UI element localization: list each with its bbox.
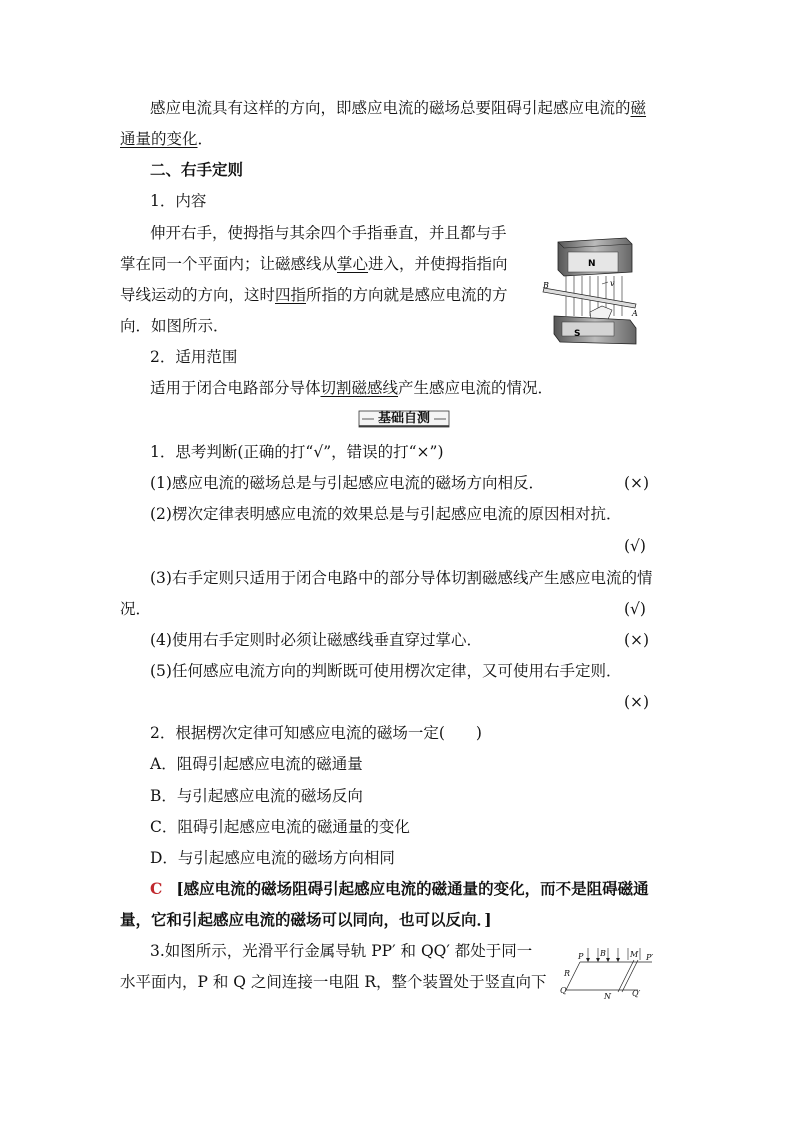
content-underlined: 掌心 xyxy=(337,255,369,273)
q2-stem: 2．根据楞次定律可知感应电流的磁场一定( ) xyxy=(150,724,482,742)
content-text: 掌在同一个平面内；让磁感线从 xyxy=(120,255,338,273)
q1-heading: 1．思考判断(正确的打“√”，错误的打“×”) xyxy=(150,443,444,461)
intro-underlined-2: 通量的变化 xyxy=(120,130,198,148)
content-text: 进入，并使拇指指向 xyxy=(368,255,508,273)
q2-answer: C xyxy=(150,879,163,898)
label-b: B xyxy=(543,281,549,290)
content-line-3 xyxy=(120,285,508,305)
label-v: v xyxy=(610,279,615,288)
q1-item-4-mark: (×) xyxy=(624,631,650,649)
self-test-tag xyxy=(358,409,450,429)
fig2-label-q: Q xyxy=(560,986,567,995)
q1-item-1: (1)感应电流的磁场总是与引起感应电流的磁场方向相反． xyxy=(150,474,544,492)
q3-line-2: 水平面内，P 和 Q 之间连接一电阻 R，整个装置处于竖直向下 xyxy=(120,973,547,991)
q1-item-5-mark: (×) xyxy=(624,693,650,711)
section-heading: 二、右手定则 xyxy=(150,160,244,179)
content-underlined: 四指 xyxy=(275,286,307,304)
scope-underlined: 切割磁感线 xyxy=(320,379,399,397)
q2-explain-1 xyxy=(150,879,649,899)
q2-explain-2: 量，它和引起感应电流的磁场可以同向，也可以反向．] xyxy=(120,910,492,929)
q1-item-1-mark: (×) xyxy=(624,474,650,492)
intro-line-1 xyxy=(150,98,646,118)
q1-item-2-mark: (√) xyxy=(624,537,646,555)
fig2-label-p2: P′ xyxy=(646,953,654,962)
right-hand-rule-figure xyxy=(540,236,640,348)
intro-underlined: 磁 xyxy=(630,99,647,117)
rails-figure xyxy=(558,944,658,1006)
q1-item-3-mark: (√) xyxy=(624,600,646,618)
q2-option-c: C．阻碍引起感应电流的磁通量的变化 xyxy=(150,818,410,836)
content-line-1: 伸开右手，使拇指与其余四个手指垂直，并且都与手 xyxy=(150,224,507,242)
content-text: 导线运动的方向，这时 xyxy=(120,286,276,304)
fig2-label-p: P xyxy=(578,952,584,961)
content-line-4: 向．如图所示． xyxy=(120,317,229,335)
intro-text-2: ． xyxy=(197,130,214,148)
fig2-label-m: M xyxy=(630,950,639,959)
label-a: A xyxy=(632,309,638,318)
q3-line-1: 3.如图所示，光滑平行金属导轨 PP′ 和 QQ′ 都处于同一 xyxy=(150,942,533,960)
q2-option-d: D．与引起感应电流的磁场方向相同 xyxy=(150,849,395,867)
label-n: N xyxy=(588,259,596,269)
intro-line-2 xyxy=(120,129,213,149)
q2-option-b: B．与引起感应电流的磁场反向 xyxy=(150,787,363,805)
q1-item-3: (3)右手定则只适用于闭合电路中的部分导体切割磁感线产生感应电流的情 xyxy=(150,569,653,587)
content-line-2 xyxy=(120,254,508,274)
q1-item-3-cont: 况． xyxy=(120,600,152,618)
fig2-label-q2: Q′ xyxy=(632,989,641,998)
fig2-label-r: R xyxy=(564,969,571,978)
content-text: 所指的方向就是感应电流的方 xyxy=(306,286,508,304)
fig2-label-b: B xyxy=(600,949,606,958)
q2-explain-text: [感应电流的磁场阻碍引起感应电流的磁通量的变化，而不是阻碍磁通 xyxy=(176,879,649,898)
q1-item-2: (2)楞次定律表明感应电流的效果总是与引起感应电流的原因相对抗． xyxy=(150,505,622,523)
content-heading: 1．内容 xyxy=(150,192,207,210)
q2-option-a: A．阻碍引起感应电流的磁通量 xyxy=(150,755,363,773)
scope-heading: 2．适用范围 xyxy=(150,348,238,366)
fig2-label-n: N xyxy=(604,992,611,1001)
scope-line xyxy=(150,378,553,398)
intro-text: 感应电流具有这样的方向，即感应电流的磁场总要阻碍引起感应电流的 xyxy=(150,99,631,117)
q1-item-5: (5)任何感应电流方向的判断既可使用楞次定律，又可使用右手定则． xyxy=(150,662,622,680)
q1-item-4: (4)使用右手定则时必须让磁感线垂直穿过掌心． xyxy=(150,631,482,649)
scope-text: 产生感应电流的情况． xyxy=(398,379,554,397)
scope-text: 适用于闭合电路部分导体 xyxy=(150,379,321,397)
label-s: S xyxy=(574,329,581,339)
self-test-label: 基础自测 xyxy=(377,411,430,426)
